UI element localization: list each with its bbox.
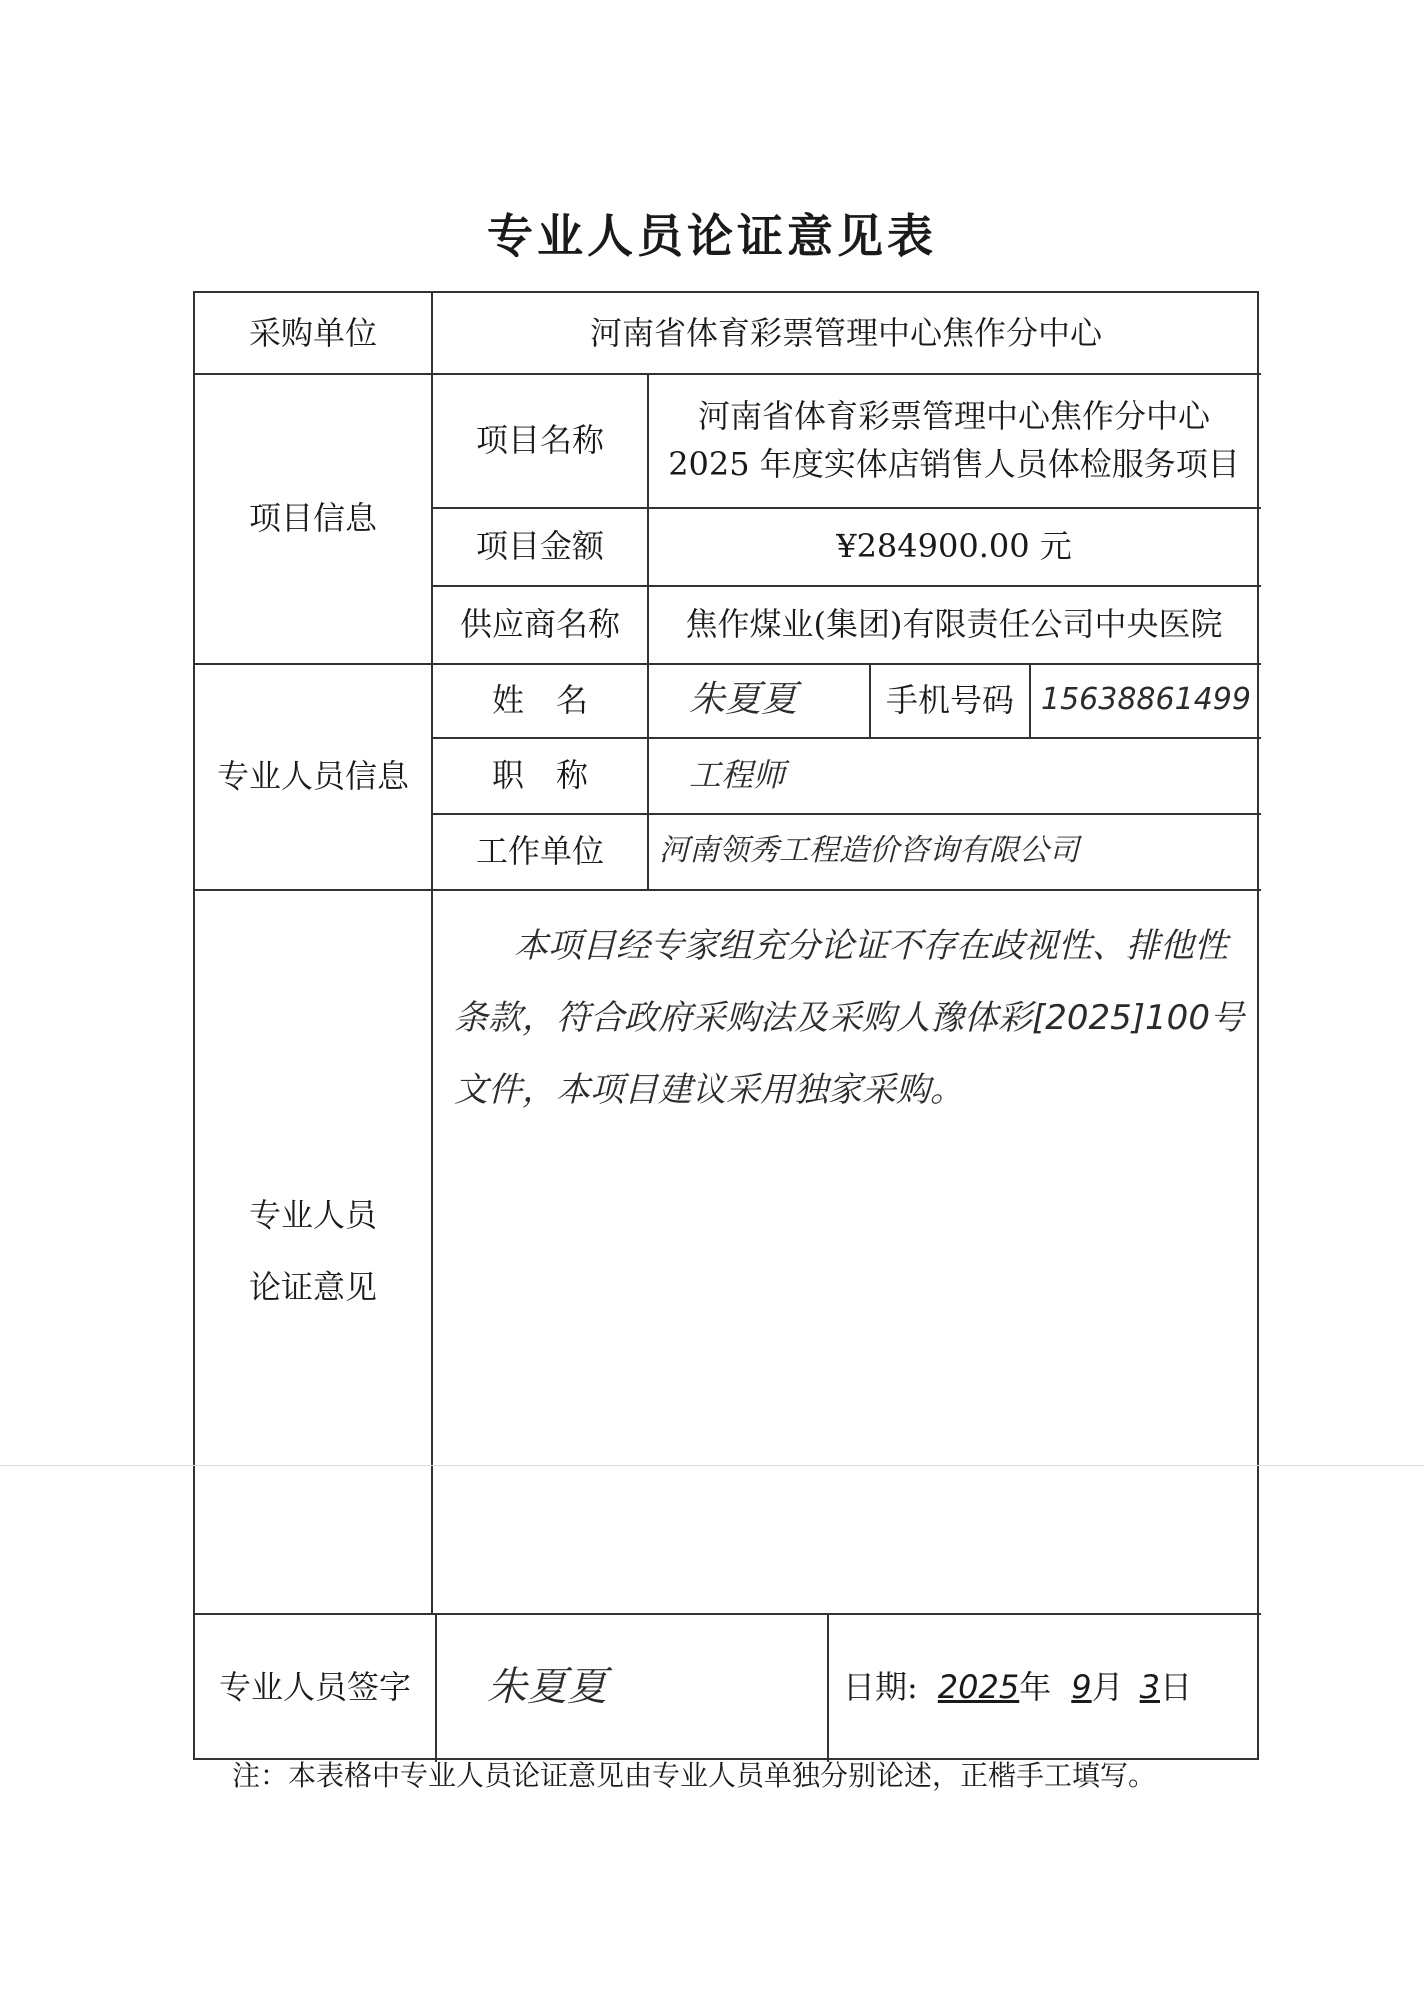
signature-value: 朱夏夏 <box>487 1663 607 1710</box>
work-unit-label: 工作单位 <box>475 832 604 870</box>
date-day: 3 <box>1139 1667 1160 1706</box>
expert-name-label: 姓 名 <box>491 681 588 719</box>
expert-title-label: 职 称 <box>491 756 588 794</box>
work-unit-value: 河南领秀工程造价咨询有限公司 <box>659 833 1079 868</box>
project-name-line2: 2025 年度实体店销售人员体检服务项目 <box>668 445 1240 483</box>
supplier-value: 焦作煤业(集团)有限责任公司中央医院 <box>685 605 1223 643</box>
project-section-label: 项目信息 <box>248 499 377 537</box>
project-amount-label: 项目金额 <box>475 527 604 565</box>
date-month: 9 <box>1071 1667 1092 1706</box>
supplier-label: 供应商名称 <box>459 605 620 643</box>
phone-label: 手机号码 <box>885 681 1014 719</box>
date-month-unit: 月 <box>1091 1667 1124 1706</box>
expert-title-value: 工程师 <box>689 756 786 794</box>
expert-name-value: 朱夏夏 <box>689 679 798 720</box>
expert-section-label: 专业人员信息 <box>216 757 409 795</box>
page-title: 专业人员论证意见表 <box>487 209 937 263</box>
project-amount-value: ¥284900.00 元 <box>836 527 1072 565</box>
project-name-value <box>649 373 1259 507</box>
phone-value: 15638861499 <box>1041 682 1251 717</box>
date-label: 日期: <box>843 1667 918 1706</box>
scan-artifact-line <box>0 1465 1424 1466</box>
signature-label: 专业人员签字 <box>218 1667 411 1706</box>
opinion-label <box>195 889 431 1613</box>
opinion-label-line2: 论证意见 <box>248 1268 377 1306</box>
opinion-label-line1: 专业人员 <box>248 1196 377 1234</box>
date-day-unit: 日 <box>1159 1667 1192 1706</box>
date-year-unit: 年 <box>1019 1667 1052 1706</box>
project-name-line1: 河南省体育彩票管理中心焦作分中心 <box>697 397 1210 435</box>
date-year: 2025 <box>937 1667 1020 1706</box>
project-name-label: 项目名称 <box>475 421 604 459</box>
purchaser-value: 河南省体育彩票管理中心焦作分中心 <box>589 314 1102 352</box>
opinion-text: 本项目经专家组充分论证不存在歧视性、排他性条款，符合政府采购法及采购人豫体彩[2025]100号文件，本项目建议采用独家采购。 <box>454 926 1244 1110</box>
date-field <box>829 1613 1259 1760</box>
footnote: 注：本表格中专业人员论证意见由专业人员单独分别论述，正楷手工填写。 <box>232 1759 1157 1792</box>
purchaser-label: 采购单位 <box>248 314 377 352</box>
